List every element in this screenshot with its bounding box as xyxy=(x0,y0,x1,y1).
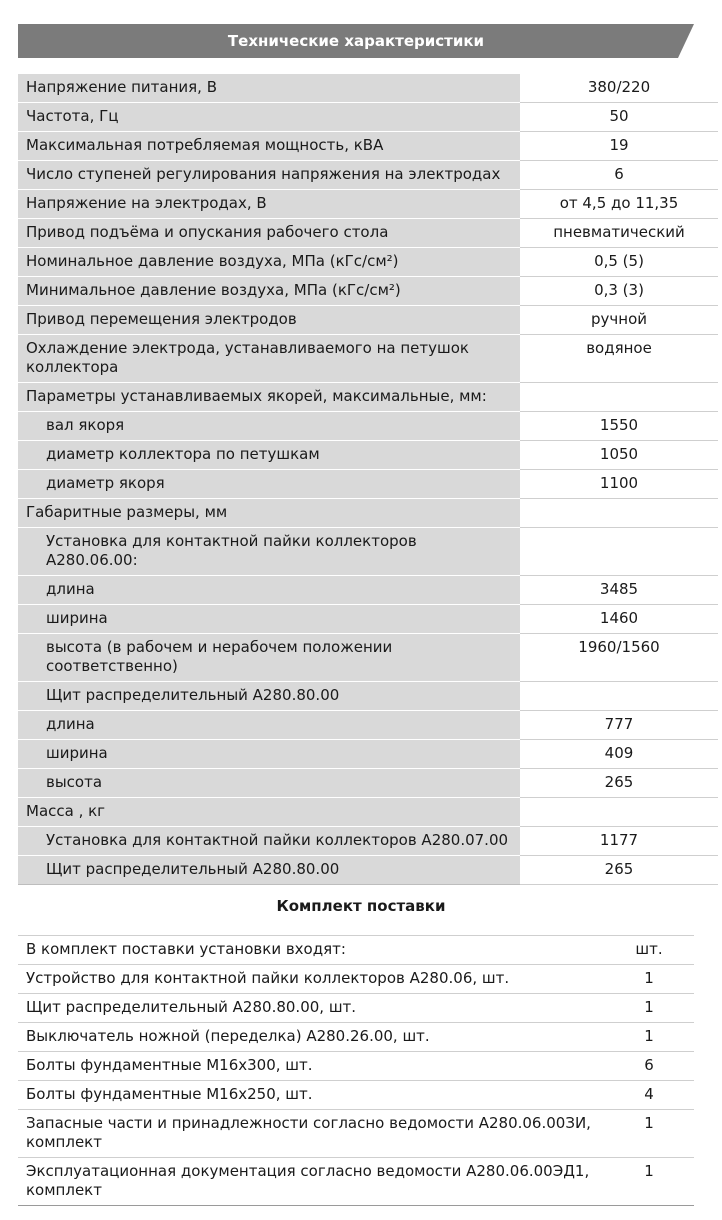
supply-section-title: Комплект поставки xyxy=(276,897,446,915)
spec-row xyxy=(18,74,718,103)
spec-label: Габаритные размеры, мм xyxy=(18,499,520,528)
spec-label: длина xyxy=(18,711,520,740)
supply-row xyxy=(18,1110,694,1158)
spec-row xyxy=(18,769,718,798)
spec-row xyxy=(18,306,718,335)
section-title: Технические характеристики xyxy=(227,32,485,50)
spec-value xyxy=(520,528,718,576)
spec-value: пневматический xyxy=(520,219,718,248)
spec-value xyxy=(520,798,718,827)
spec-label: Щит распределительный А280.80.00 xyxy=(18,856,520,885)
spec-label: Установка для контактной пайки коллекторов А280.06.00: xyxy=(18,528,520,576)
supply-item-label: Устройство для контактной пайки коллекторов А280.06, шт. xyxy=(18,965,604,994)
supply-item-label: Болты фундаментные М16х250, шт. xyxy=(18,1081,604,1110)
supply-item-qty: 1 xyxy=(604,965,694,994)
spec-row xyxy=(18,682,718,711)
spec-label: высота (в рабочем и нерабочем положении соответственно) xyxy=(18,634,520,682)
spec-value: 777 xyxy=(520,711,718,740)
spec-row xyxy=(18,161,718,190)
spec-label: ширина xyxy=(18,605,520,634)
spec-value xyxy=(520,499,718,528)
spec-value: 265 xyxy=(520,856,718,885)
spec-label: Параметры устанавливаемых якорей, максимальные, мм: xyxy=(18,383,520,412)
spec-value: 1177 xyxy=(520,827,718,856)
supply-item-label: Запасные части и принадлежности согласно ведомости А280.06.00ЗИ, комплект xyxy=(18,1110,604,1158)
spec-label: Минимальное давление воздуха, МПа (кГс/см²) xyxy=(18,277,520,306)
spec-value: 1550 xyxy=(520,412,718,441)
spec-row xyxy=(18,412,718,441)
spec-value: 0,3 (3) xyxy=(520,277,718,306)
spec-row xyxy=(18,190,718,219)
supply-item-label: Щит распределительный А280.80.00, шт. xyxy=(18,994,604,1023)
section-header-banner xyxy=(18,24,694,58)
spec-label: длина xyxy=(18,576,520,605)
spec-value: от 4,5 до 11,35 xyxy=(520,190,718,219)
supply-header-row xyxy=(18,936,694,965)
spec-row xyxy=(18,499,718,528)
supply-row xyxy=(18,1052,694,1081)
spec-row xyxy=(18,798,718,827)
spec-value: 0,5 (5) xyxy=(520,248,718,277)
spec-value: 409 xyxy=(520,740,718,769)
spec-row xyxy=(18,634,718,682)
spec-label: ширина xyxy=(18,740,520,769)
supply-item-qty: 1 xyxy=(604,1023,694,1052)
spec-value: ручной xyxy=(520,306,718,335)
spec-row xyxy=(18,277,718,306)
spec-row xyxy=(18,470,718,499)
supply-item-qty: 1 xyxy=(604,994,694,1023)
spec-value xyxy=(520,682,718,711)
spec-value: 1050 xyxy=(520,441,718,470)
spec-label: Напряжение питания, В xyxy=(18,74,520,103)
spec-label: Привод перемещения электродов xyxy=(18,306,520,335)
supply-row xyxy=(18,965,694,994)
supply-item-qty: 1 xyxy=(604,1110,694,1158)
spec-value: 19 xyxy=(520,132,718,161)
spec-label: Номинальное давление воздуха, МПа (кГс/см²) xyxy=(18,248,520,277)
spec-value: 380/220 xyxy=(520,74,718,103)
spec-row xyxy=(18,103,718,132)
supply-row xyxy=(18,994,694,1023)
spec-value: 1100 xyxy=(520,470,718,499)
spec-label: Максимальная потребляемая мощность, кВА xyxy=(18,132,520,161)
spec-label: диаметр коллектора по петушкам xyxy=(18,441,520,470)
spec-value: водяное xyxy=(520,335,718,383)
supply-item-qty: 4 xyxy=(604,1081,694,1110)
spec-row xyxy=(18,576,718,605)
spec-label: Охлаждение электрода, устанавливаемого на петушок коллектора xyxy=(18,335,520,383)
supply-header-label: В комплект поставки установки входят: xyxy=(18,936,604,965)
supply-item-qty: 1 xyxy=(604,1158,694,1206)
spec-row xyxy=(18,827,718,856)
supply-table xyxy=(18,935,694,1206)
spec-row xyxy=(18,605,718,634)
spec-label: Привод подъёма и опускания рабочего стола xyxy=(18,219,520,248)
supply-item-qty: 6 xyxy=(604,1052,694,1081)
spec-value: 6 xyxy=(520,161,718,190)
spec-value: 265 xyxy=(520,769,718,798)
specs-table xyxy=(18,74,718,885)
supply-item-label: Болты фундаментные М16х300, шт. xyxy=(18,1052,604,1081)
supply-row xyxy=(18,1023,694,1052)
spec-row xyxy=(18,132,718,161)
spec-value: 1960/1560 xyxy=(520,634,718,682)
spec-label: Напряжение на электродах, В xyxy=(18,190,520,219)
spec-row xyxy=(18,383,718,412)
spec-label: Частота, Гц xyxy=(18,103,520,132)
spec-value: 1460 xyxy=(520,605,718,634)
spec-row xyxy=(18,528,718,576)
spec-label: Число ступеней регулирования напряжения на электродах xyxy=(18,161,520,190)
spec-label: диаметр якоря xyxy=(18,470,520,499)
spec-row xyxy=(18,856,718,885)
spec-label: высота xyxy=(18,769,520,798)
spec-label: вал якоря xyxy=(18,412,520,441)
spec-row xyxy=(18,335,718,383)
spec-value: 50 xyxy=(520,103,718,132)
supply-item-label: Выключатель ножной (переделка) А280.26.00, шт. xyxy=(18,1023,604,1052)
supply-item-label: Эксплуатационная документация согласно ведомости А280.06.00ЭД1, комплект xyxy=(18,1158,604,1206)
spec-label: Установка для контактной пайки коллекторов А280.07.00 xyxy=(18,827,520,856)
spec-value: 3485 xyxy=(520,576,718,605)
spec-row xyxy=(18,219,718,248)
spec-label: Масса , кг xyxy=(18,798,520,827)
spec-value xyxy=(520,383,718,412)
spec-row xyxy=(18,441,718,470)
supply-row xyxy=(18,1081,694,1110)
spec-row xyxy=(18,711,718,740)
spec-label: Щит распределительный А280.80.00 xyxy=(18,682,520,711)
supply-row xyxy=(18,1158,694,1206)
spec-row xyxy=(18,248,718,277)
spec-row xyxy=(18,740,718,769)
supply-header-qty: шт. xyxy=(604,936,694,965)
